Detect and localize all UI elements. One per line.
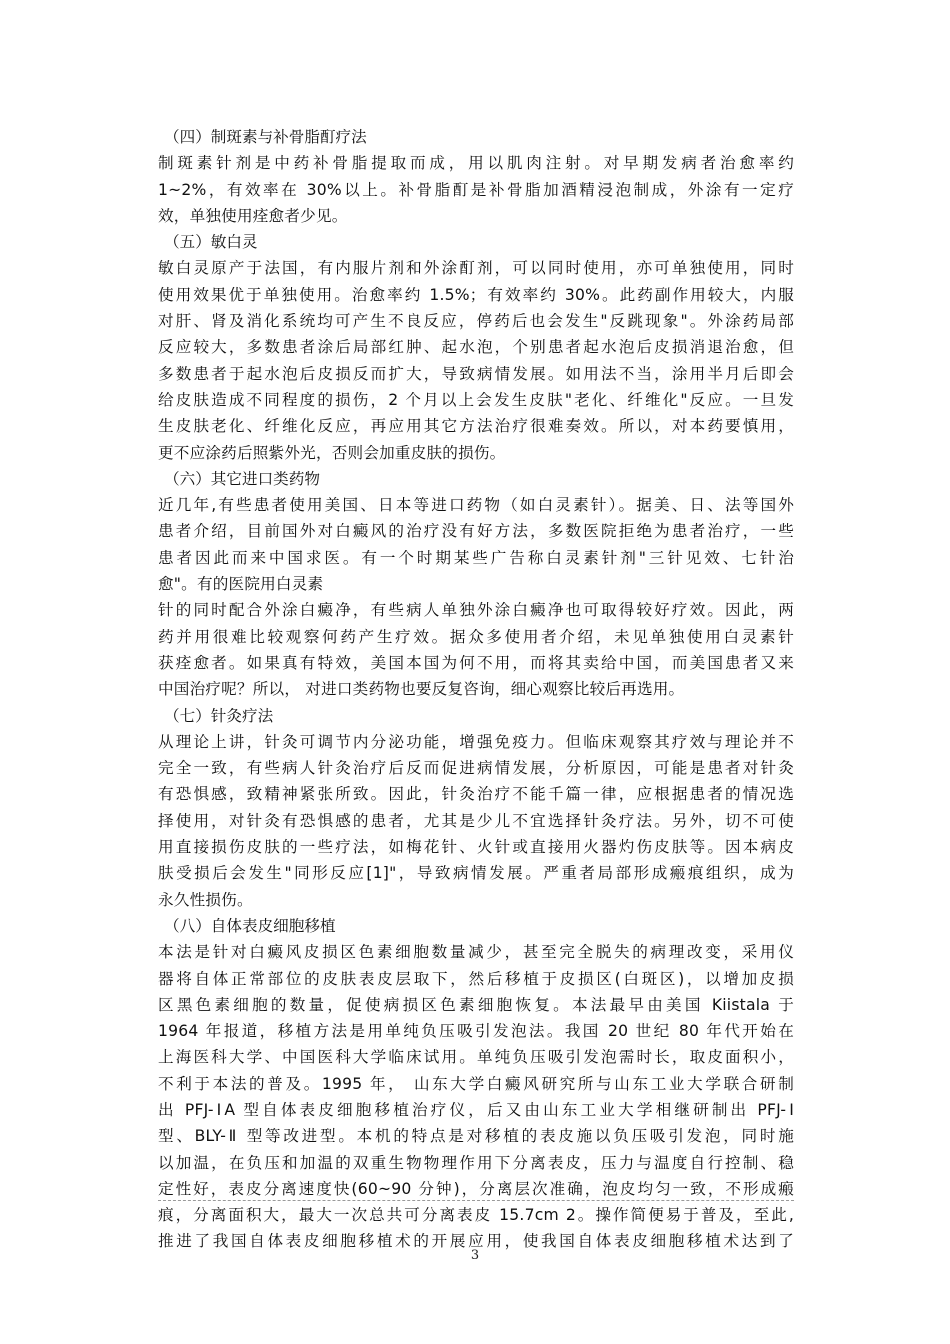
text-line: 反应较大，多数患者涂后局部红肿、起水泡，个别患者起水泡后皮损消退治愈，但 xyxy=(158,338,794,357)
text-line: 择使用，对针灸有恐惧感的患者，尤其是少儿不宜选择针灸疗法。另外，切不可使 xyxy=(158,811,794,830)
text-line: 器将自体正常部位的皮肤表皮层取下，然后移植于皮损区(白斑区)，以增加皮损 xyxy=(158,969,794,988)
text-line: 以加温，在负压和加温的双重生物物理作用下分离表皮，压力与温度自行控制、稳 xyxy=(158,1153,794,1172)
page-divider xyxy=(158,1200,794,1201)
text-line: 效，单独使用痊愈者少见。 xyxy=(158,206,348,225)
section-paragraph xyxy=(158,255,794,465)
section-heading: （四）制斑素与补骨脂酊疗法 xyxy=(164,128,367,146)
text-line: 药并用很难比较观察何药产生疗效。据众多使用者介绍，未见单独使用白灵素针 xyxy=(158,627,794,646)
text-line: 永久性损伤。 xyxy=(158,890,253,909)
text-line: 完全一致，有些病人针灸治疗后反而促进病情发展，分析原因，可能是患者对针灸 xyxy=(158,759,794,778)
text-line: 型、BLY-Ⅱ 型等改进型。本机的特点是对移植的表皮施以负压吸引发泡，同时施 xyxy=(158,1127,794,1146)
section-paragraph xyxy=(158,729,794,913)
section-heading: （五）敏白灵 xyxy=(164,233,258,252)
text-line: 出 PFJ-ⅠA 型自体表皮细胞移植治疗仪，后又由山东工业大学相继研制出 PFJ-Ⅰ xyxy=(158,1100,794,1119)
section-paragraph xyxy=(158,939,794,1255)
text-line: 针的同时配合外涂白癜净，有些病人单独外涂白癜净也可取得较好疗效。因此，两 xyxy=(158,601,794,620)
text-line: 患者介绍，目前国外对白癜风的治疗没有好方法，多数医院拒绝为患者治疗，一些 xyxy=(158,522,794,541)
text-line: 敏白灵原产于法国，有内服片剂和外涂酊剂，可以同时使用，亦可单独使用，同时 xyxy=(158,259,794,278)
text-line: 1964 年报道，移植方法是用单纯负压吸引发泡法。我国 20 世纪 80 年代开始在 xyxy=(158,1022,794,1041)
text-line: 获痊愈者。如果真有特效，美国本国为何不用，而将其卖给中国，而美国患者又来 xyxy=(158,653,794,672)
section-heading: （八）自体表皮细胞移植 xyxy=(164,916,336,935)
text-line: 1~2%，有效率在 30%以上。补骨脂酊是补骨脂加酒精浸泡制成，外涂有一定疗 xyxy=(158,180,794,199)
text-line: 肤受损后会发生"同形反应[1]"，导致病情发展。严重者局部形成瘢痕组织，成为 xyxy=(158,864,794,883)
text-line: 不利于本法的普及。1995 年， 山东大学白癜风研究所与山东工业大学联合研制 xyxy=(158,1074,794,1093)
text-line: 推进了我国自体表皮细胞移植术的开展应用，使我国自体表皮细胞移植术达到了 xyxy=(158,1232,794,1251)
text-line: 生皮肤老化、纤维化反应，再应用其它方法治疗很难奏效。所以，对本药要慎用， xyxy=(158,417,794,436)
text-line: 患者因此而来中国求医。有一个时期某些广告称白灵素针剂"三针见效、七针治 xyxy=(158,548,794,567)
text-line: 近几年,有些患者使用美国、日本等进口药物（如白灵素针）。据美、日、法等国外 xyxy=(158,496,794,515)
text-line: 对肝、肾及消化系统均可产生不良反应，停药后也会发生"反跳现象"。外涂药局部 xyxy=(158,312,794,331)
text-line: 用直接损伤皮肤的一些疗法，如梅花针、火针或直接用火器灼伤皮肤等。因本病皮 xyxy=(158,838,794,857)
text-line: 从理论上讲，针灸可调节内分泌功能，增强免疫力。但临床观察其疗效与理论并不 xyxy=(158,732,794,751)
page-number: 3 xyxy=(470,1248,480,1263)
text-line: 愈"。有的医院用白灵素 xyxy=(158,575,324,594)
section-paragraph xyxy=(158,150,794,229)
text-line: 有恐惧感，致精神紧张所致。因此，针灸治疗不能千篇一律，应根据患者的情况选 xyxy=(158,785,794,804)
section-paragraph xyxy=(158,492,794,702)
section-heading: （七）针灸疗法 xyxy=(164,706,274,725)
text-line: 给皮肤造成不同程度的损伤，2 个月以上会发生皮肤"老化、纤维化"反应。一旦发 xyxy=(158,390,794,409)
document-body xyxy=(158,124,794,1255)
text-line: 痕，分离面积大，最大一次总共可分离表皮 15.7cm 2。操作简便易于普及，至此, xyxy=(158,1206,794,1225)
text-line: 更不应涂药后照紫外光，否则会加重皮肤的损伤。 xyxy=(158,443,506,462)
text-line: 制斑素针剂是中药补骨脂提取而成，用以肌肉注射。对早期发病者治愈率约 xyxy=(158,154,794,173)
text-line: 多数患者于起水泡后皮损反而扩大，导致病情发展。如用法不当，涂用半月后即会 xyxy=(158,364,794,383)
text-line: 定性好，表皮分离速度快(60~90 分钟)，分离层次准确，泡皮均匀一致，不形成瘢 xyxy=(158,1179,794,1198)
text-line: 本法是针对白癜风皮损区色素细胞数量减少，甚至完全脱失的病理改变，采用仪 xyxy=(158,943,794,962)
text-line: 使用效果优于单独使用。治愈率约 1.5%；有效率约 30%。此药副作用较大，内服 xyxy=(158,285,794,304)
section-heading: （六）其它进口类药物 xyxy=(164,469,320,488)
text-line: 中国治疗呢？所以， 对进口类药物也要反复咨询，细心观察比较后再选用。 xyxy=(158,680,685,699)
text-line: 区黑色素细胞的数量，促使病损区色素细胞恢复。本法最早由美国 Kiistala 于 xyxy=(158,995,794,1014)
text-line: 上海医科大学、中国医科大学临床试用。单纯负压吸引发泡需时长，取皮面积小， xyxy=(158,1048,794,1067)
